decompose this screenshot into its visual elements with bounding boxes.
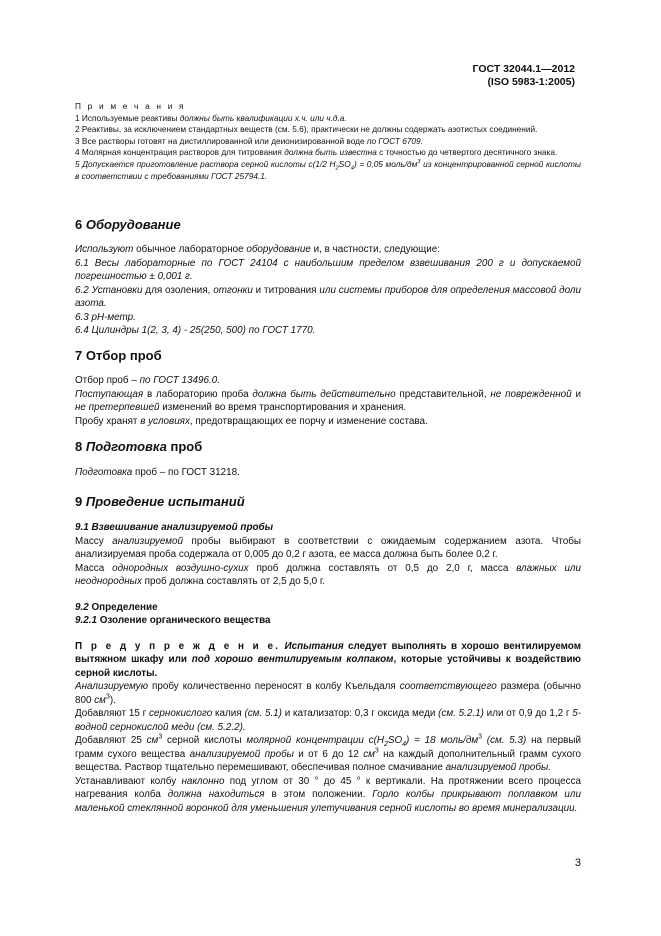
note-3: 3 Все растворы готовят на дистиллированной или деионизированной воде по ГОСТ 6709. [75, 135, 423, 146]
s9-p5: Добавляют 25 $см^3$ серной кислоты молярной концентрации $с(H_2SO_4) = 18$ моль/$дм^3$ (см. 5.3) на первый грамм сухого вещества анализируемой пробы и от 6 до 12 $см^3$ на каждый дополнительный грамм сухого вещества. Раствор тщательно перемешивают, обеспечивая полное смачивание анализируемой пробы. [75, 733, 582, 773]
s9-2-heading: 9.2 Определение [75, 601, 158, 613]
s9-p3: Анализируемую пробу количественно переносят в колбу Къельдаля соответствующего размера (обычно 800 $см^3$). [75, 681, 582, 706]
s8-p1: Подготовка проб – по ГОСТ 31218. [75, 467, 240, 478]
note-1: 1 Используемые реактивы должны быть квалификации х.ч. или ч.д.а. [75, 112, 347, 123]
s9-p4: Добавляют 15 г сернокислого калия (см. 5.1) и катализатор: 0,3 г оксида меди (см. 5.2.1) или от 0,9 до 1,2 г 5-водной сернокислой меди (см. 5.2.2). [75, 708, 581, 733]
warning: П р е д у п р е ж д е н и е. Испытания следует выполнять в хорошо вентилируемом вытяжном шкафу или под хорошо вентилируемым колпаком, которые устойчивы к воздействию серной кислоты. [75, 640, 582, 679]
s6-item-1: 6.1 Весы лабораторные по ГОСТ 24104 с наибольшим пределом взвешивания 200 г и допускаемой погрешностью ± 0,001 г. [75, 257, 581, 282]
s9-1-p1: Массу анализируемой пробы выбирают в соответствии с ожидаемым содержанием азота. Чтобы анализируемая проба содержала от 0,005 до 0,2 г азота, ее масса должна быть более 0,2 г. [75, 535, 582, 560]
section-8-body [75, 466, 581, 480]
s7-p2: Поступающая в лабораторию проба должна быть действительно представительной, не поврежденной и не претерпевшей изменений во время транспортирования и хранения. [75, 388, 581, 413]
standard-header [473, 63, 575, 89]
s6-item-3: 6.3 рН-метр. [75, 311, 136, 323]
notes-title: П р и м е ч а н и я [75, 101, 186, 111]
s9-p6: Устанавливают колбу наклонно под углом от 30 ° до 45 ° к вертикали. На протяжении всего процесса нагревания колба должна находиться в этом положении. Горло колбы прикрывают поплавком или маленькой стеклянной воронкой для уменьшения улетучивания серной кислоты во время минерализации. [75, 775, 581, 814]
s6-intro: Используют обычное лабораторное оборудование и, в частности, следующие: [75, 244, 441, 255]
section-9-body [75, 521, 581, 815]
note-5: 5 Допускается приготовление раствора серной кислоты с(1/2 $H_2SO_4) = 0,05$ моль/$дм^3$ из концентрированной серной кислоты в соответствии с требованиями ГОСТ 25794.1. [75, 158, 581, 181]
s9-1-heading: 9.1 Взвешивание анализируемой пробы [75, 522, 274, 533]
note-4: 4 Молярная концентрация растворов для титрования должна быть известна с точностью до четвертого десятичного знака. [75, 147, 558, 158]
section-7-body [75, 374, 581, 428]
s7-p3: Пробу хранят в условиях, предотвращающих ее порчу и изменение состава. [75, 415, 428, 427]
notes-block [75, 101, 581, 182]
s7-p1: Отбор проб – по ГОСТ 13496.0. [75, 375, 220, 386]
section-6-heading: 6 Оборудование [75, 217, 181, 232]
page-number: 3 [574, 857, 581, 869]
s6-item-2: 6.2 Установки для озоления, отгонки и титрования или системы приборов для определения массовой доли азота. [75, 284, 581, 309]
section-8-heading: 8 Подготовка проб [75, 439, 203, 454]
standard-code: ГОСТ 32044.1—2012 [472, 63, 575, 75]
section-6-body [75, 243, 581, 338]
section-7-heading: 7 Отбор проб [75, 348, 162, 363]
section-9-heading: 9 Проведение испытаний [75, 494, 245, 509]
s9-1-p2: Масса однородных воздушно-сухих проб должна составлять от 0,5 до 2,0 г, масса влажных или неоднородных проб должна составлять от 2,5 до 5,0 г. [75, 562, 581, 587]
note-2: 2 Реактивы, за исключением стандартных веществ (см. 5.6), практически не должны содержать азотистых соединений. [75, 124, 538, 135]
iso-code: (ISO 5983-1:2005) [487, 76, 575, 88]
s9-2-1-heading: 9.2.1 Озоление органического вещества [75, 615, 271, 626]
s6-item-4: 6.4 Цилиндры 1(2, 3, 4) - 25(250, 500) по ГОСТ 1770. [75, 325, 316, 336]
